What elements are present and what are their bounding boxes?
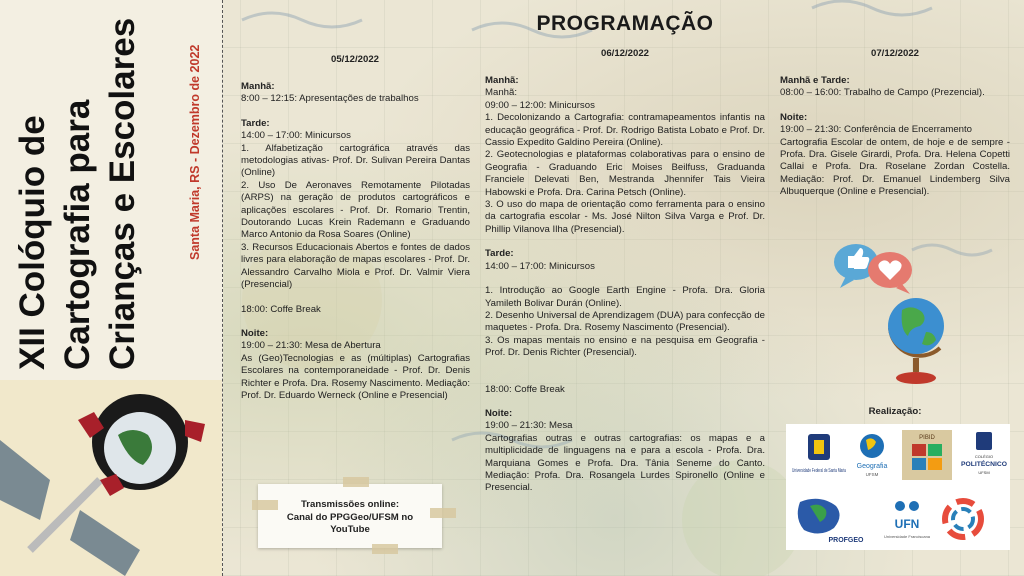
ring-logo-icon (936, 492, 990, 546)
day1-morning-label: Manhã: (241, 81, 275, 92)
tape-decoration (252, 500, 278, 510)
profgeo-logo-icon (790, 492, 870, 546)
day2-afternoon-item: 2. Desenho Universal de Aprendizagem (DUA) para confecção de maquetes - Profa. Dra. Rosemy Nascimento (Presencial). (485, 309, 765, 334)
pibid-logo-text: PIBID (919, 435, 935, 441)
day3-night-label: Noite: (780, 111, 808, 123)
day2-break: 18:00: Coffe Break (485, 383, 565, 395)
partner-logos (786, 424, 1010, 550)
politecnico-logo-icon (960, 430, 1008, 480)
ufn-logo-text: UFN (894, 517, 920, 531)
day2-date: 06/12/2022 (600, 48, 649, 59)
politecnico-logo-text-a: COLÉGIO (974, 454, 994, 459)
day1-afternoon-item: 2. Uso De Aeronaves Remotamente Pilotadas (ARPS) na geração de produtos cartográficos e aplicações escolares - Prof. Dr. Romario Trentin, Doutorando Lucas Krein Rademann e Graduando Marco Antonio da Rosa Soares (Online) (241, 179, 470, 241)
geografia-logo-sub: UFSM (865, 472, 879, 477)
day1-night-label: Noite: (241, 327, 269, 339)
transmission-title: Transmissões online: (300, 499, 400, 510)
event-location-date: Santa Maria, RS - Dezembro de 2022 (188, 44, 202, 260)
child-globe-illustration (0, 380, 222, 576)
left-title-panel (0, 0, 223, 576)
realizacao-label: Realização: (868, 406, 922, 417)
tape-decoration (430, 508, 456, 518)
geografia-logo-text: Geografia (856, 463, 888, 470)
day3-night-item: 19:00 – 21:30: Conferência de Encerramento (780, 124, 973, 136)
day2-morning-item: 3. O uso do mapa de orientação como ferramenta para o ensino da cartografia escolar - Ms. José Nilton Silva Varga e Prof. Dr. Phillip Vilanova Ilha (Presencial). (485, 199, 765, 235)
day2-night-item: Cartografias outras e outras cartografias: os mapas e a multiplicidade de linguagens na e para a escola - Profa. Dra. Marquiana Gomes e Profa. Dra. Tânia Seneme do Canto. Mediação: Profa. Dra. Rosangela Lurdes Spironello (Online e Presencial. (485, 432, 765, 494)
ufsm-logo-text: Universidade Federal de Santa Maria (792, 468, 847, 474)
program-title: PROGRAMAÇÃO (536, 12, 714, 35)
day3-date: 07/12/2022 (870, 48, 919, 59)
event-title-line-1: XII Colóquio de (13, 115, 52, 370)
geografia-logo-icon (850, 430, 894, 480)
day2-morning-item: 2. Geotecnologias e plataformas colaborativas para o ensino de Geografia - Graduando Eric Moises Beilfuss, Graduanda Franciele Delevati Ben, Mestranda Jhennifer Tais Vieira Habowski e Profa. Dra. Carina Petsch (Online). (485, 149, 765, 198)
event-title-line-3: Crianças e Escolares (103, 17, 142, 370)
tape-decoration (372, 544, 398, 554)
day2-night-item: 19:00 – 21:30: Mesa (485, 420, 573, 432)
globe-icon (884, 288, 948, 386)
transmission-card (258, 484, 442, 548)
day1-afternoon-item: 3. Recursos Educacionais Abertos e fontes de dados livres para elaboração de mapas escolares - Prof. Dr. Alessandro Carvalho Miola e Prof. Dr. Valmir Viera (Presencial) (241, 241, 470, 291)
transmission-line1: Canal do PPGGeo/UFSM no (286, 511, 414, 523)
day2-morning-sub: Manhã: (485, 87, 517, 99)
ufn-logo-sub: Universidade Franciscana (884, 534, 931, 539)
day1-schedule (241, 81, 470, 402)
day1-break: 18:00: Coffe Break (241, 303, 321, 315)
day1-afternoon-item: 1. Alfabetização cartográfica através das metodologias ativas- Prof. Dr. Sulivan Pereira Dantas (Online) (241, 142, 470, 179)
day3-schedule (780, 75, 1010, 199)
day2-schedule (485, 75, 765, 495)
event-title (10, 10, 150, 370)
day1-date: 05/12/2022 (330, 54, 379, 65)
transmission-line2: YouTube (330, 524, 370, 535)
day2-night-label: Noite: (485, 407, 513, 419)
day1-afternoon-item: 14:00 – 17:00: Minicursos (241, 130, 351, 142)
day3-night-item: Cartografia Escolar de ontem, de hoje e de sempre - Profa. Dra. Gisele Girardi, Profa. Dra. Helena Copetti Callai e Profa. Dra. Roselane Zordan Costella. Mediação: Prof. Dr. Emanuel Lindemberg Silva Albuquerque (Online e Presencial). (780, 136, 1010, 198)
day2-afternoon-item: 1. Introdução ao Google Earth Engine - Profa. Dra. Gloria Yamileth Bolivar Durán (Online). (485, 285, 765, 309)
profgeo-logo-text: PROFGEO (828, 537, 864, 544)
event-title-line-2: Cartografia para (58, 99, 97, 370)
day2-morning-label: Manhã: (485, 75, 519, 86)
day1-night-item: 19:00 – 21:30: Mesa de Abertura (241, 340, 381, 352)
politecnico-logo-text-b: POLITÉCNICO (961, 461, 1006, 468)
day2-afternoon-item: 14:00 – 17:00: Minicursos (485, 260, 595, 272)
day2-morning-item: 09:00 – 12:00: Minicursos (485, 99, 595, 111)
day1-afternoon-label: Tarde: (241, 117, 270, 129)
day3-morning-label: Manhã e Tarde: (780, 75, 850, 86)
day2-afternoon-label: Tarde: (485, 248, 514, 260)
day2-morning-item: 1. Decolonizando a Cartografia: contramapeamentos infantis na educação geográfica - Prof. Dr. Rodrigo Batista Lobato e Prof. Dr. Cassio Expedito Galdino Pereira (Online). (485, 112, 765, 149)
day1-night-item: As (Geo)Tecnologias e as (múltiplas) Cartografias Escolares na contemporaneidade - Prof. Dr. Denis Richter e Profa. Dra. Rosemy Nascimento. Mediação: Prof. Dr. Eduardo Werneck (Online e Presencial) (241, 352, 470, 401)
pibid-logo-icon (900, 428, 954, 482)
ufn-logo-icon (882, 494, 932, 544)
tape-decoration (343, 477, 369, 487)
day2-afternoon-item: 3. Os mapas mentais no ensino e na pesquisa em Geografia - Prof. Dr. Denis Richter (Presencial). (485, 334, 765, 359)
ufsm-logo-icon (790, 430, 848, 480)
day3-morning-item: 08:00 – 16:00: Trabalho de Campo (Prezencial). (780, 87, 985, 99)
politecnico-logo-text-c: UFSM (978, 470, 990, 475)
day1-morning-item: 8:00 – 12:15: Apresentações de trabalhos (241, 93, 419, 105)
